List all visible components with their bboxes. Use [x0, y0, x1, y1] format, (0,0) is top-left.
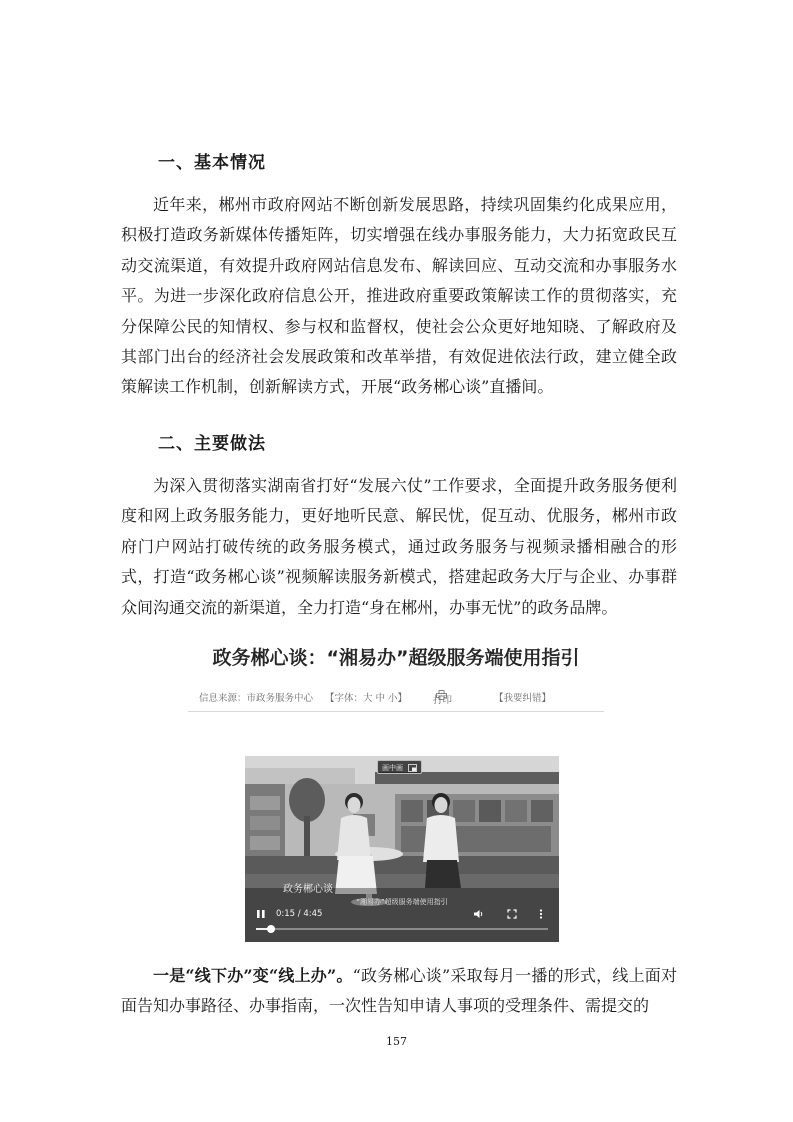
volume-icon[interactable] — [473, 909, 484, 919]
duration: 4:45 — [303, 909, 323, 919]
article-meta-row — [188, 688, 604, 706]
paragraph-practices: 为深入贯彻落实湖南省打好“发展六仗”工作要求，全面提升政务服务便利度和网上政务服务能力，更好地听民意、解民忧，促互动、优服务，郴州市政府门户网站打破传统的政务服务模式，通过政务服务与视频录播相融合的形式，打造“政务郴心谈”视频解读服务新模式，搭建起政务大厅与企业、办事群众间沟通交流的新渠道，全力打造“身在郴州，办事无忧”的政务品牌。 — [121, 476, 677, 617]
pause-icon[interactable] — [256, 909, 266, 919]
video-controls — [245, 906, 559, 942]
font-size-selector[interactable]: 【字体：大 中 小】 — [325, 693, 408, 704]
video-subtitle: “湘易办”超级服务端使用指引 — [356, 898, 448, 906]
pip-label: 画中画 — [382, 764, 403, 772]
point-one-text: “政务郴心谈”采取每月一播的形式，线上面对面告知办事路径、办事指南，一次性告知申请人事项的受理条件、需提交的 — [121, 966, 677, 1016]
article-source: 信息来源：市政务服务中心 — [199, 693, 314, 704]
paragraph-point-one — [121, 961, 677, 1022]
page-number: 157 — [386, 1035, 407, 1048]
video-progress-bar[interactable] — [256, 928, 548, 930]
video-player[interactable] — [245, 756, 559, 942]
video-brand-caption: 政务郴心谈 — [283, 884, 333, 895]
more-options-icon[interactable] — [539, 909, 543, 919]
meta-divider — [188, 711, 604, 712]
fullscreen-icon[interactable] — [507, 909, 517, 919]
section-heading-practices: 二、主要做法 — [158, 434, 266, 454]
pip-button[interactable] — [377, 760, 422, 774]
embedded-article-title: 政务郴心谈：“湘易办”超级服务端使用指引 — [212, 647, 580, 669]
video-progress-handle[interactable] — [267, 925, 275, 933]
time-separator: / — [295, 909, 304, 919]
current-time: 0:15 — [276, 909, 296, 919]
point-one-lead: 一是“线下办”变“线上办”。 — [153, 966, 353, 985]
section-heading-basic: 一、基本情况 — [158, 153, 266, 173]
print-label: 打印 — [433, 695, 453, 706]
paragraph-basic: 近年来，郴州市政府网站不断创新发展思路，持续巩固集约化成果应用，积极打造政务新媒体传播矩阵，切实增强在线办事服务能力，大力拓宽政民互动交流渠道，有效提升政府网站信息发布、解读回应、互动交流和办事服务水平。为进一步深化政府信息公开，推进政府重要政策解读工作的贯彻落实，充分保障公民的知情权、参与权和监督权，使社会公众更好地知晓、了解政府及其部门出台的经济社会发展政策和改革举措，有效促进依法行政，建立健全政策解读工作机制，创新解读方式，开展“政务郴心谈”直播间。 — [121, 195, 677, 397]
print-button[interactable] — [433, 690, 453, 706]
report-error-link[interactable]: 【我要纠错】 — [494, 693, 552, 704]
video-time — [276, 909, 322, 919]
pip-icon — [408, 764, 417, 772]
